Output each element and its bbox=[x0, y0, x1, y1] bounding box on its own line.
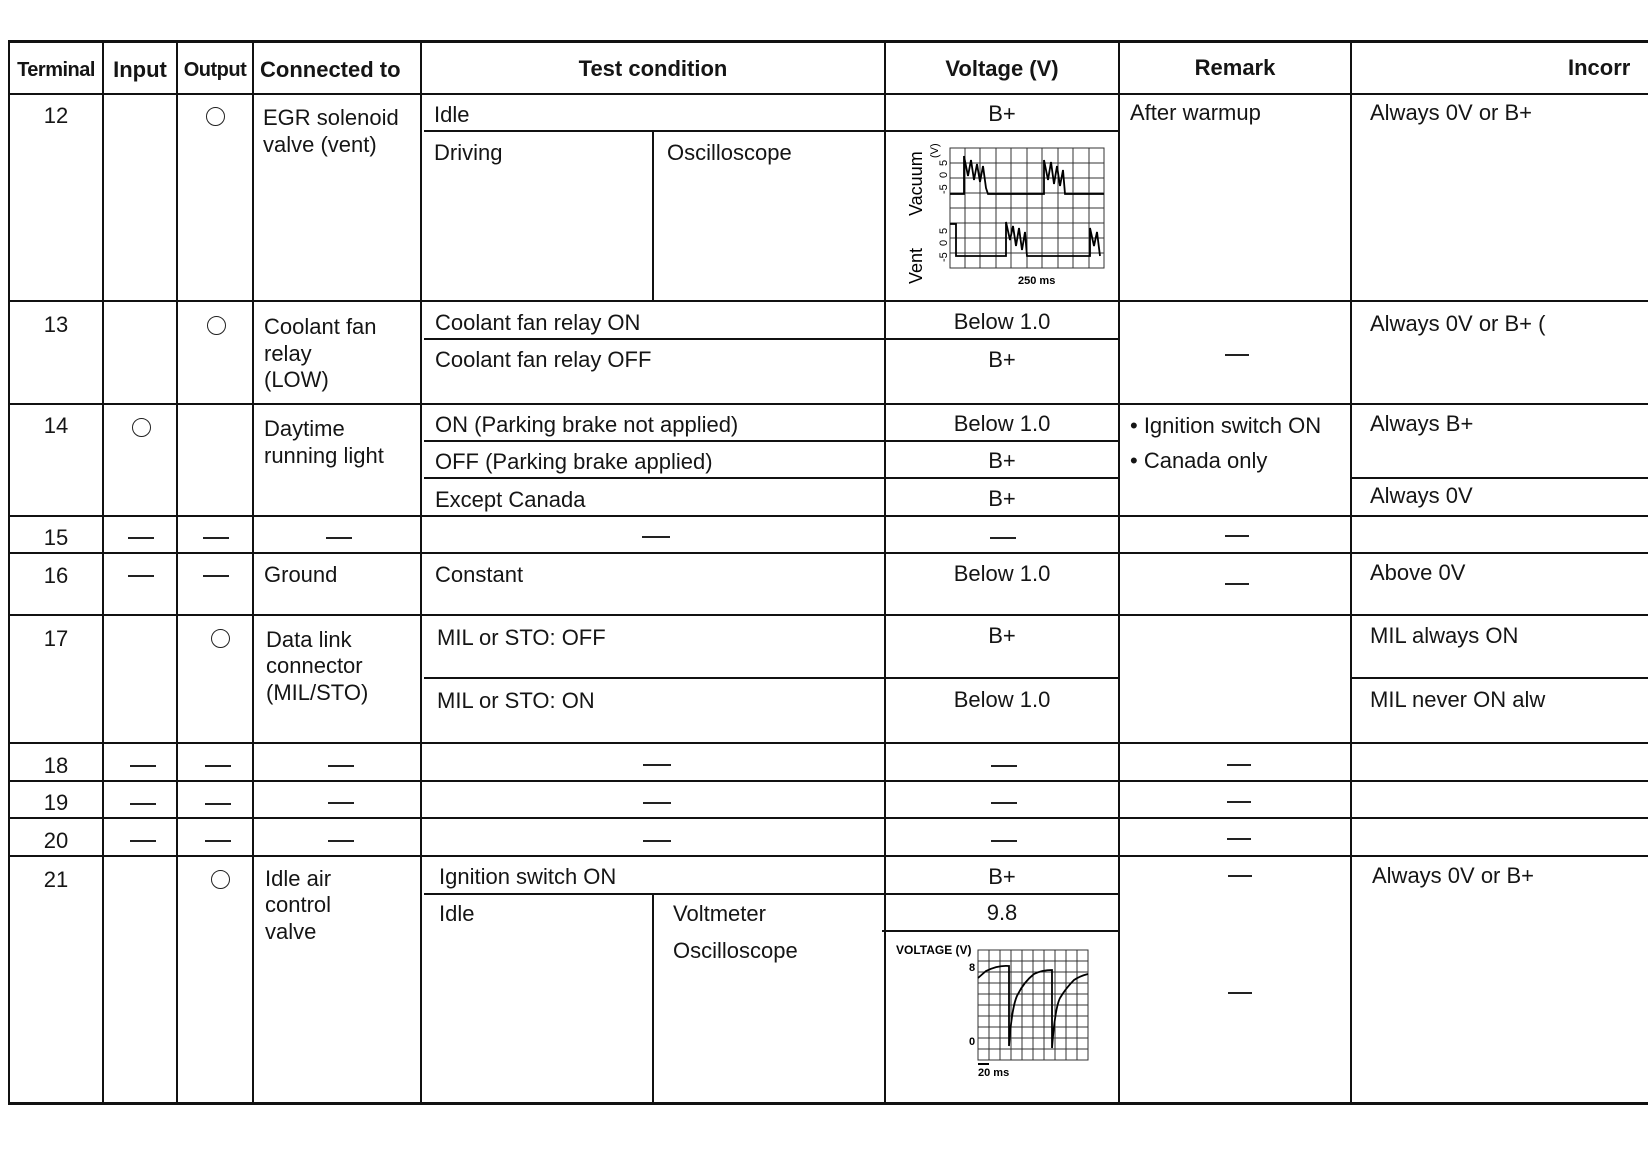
column-divider bbox=[652, 893, 654, 1105]
empty-dash bbox=[1225, 354, 1249, 356]
terminal-number: 20 bbox=[43, 828, 69, 853]
header-test-condition: Test condition bbox=[578, 56, 728, 81]
header-incorrect: Incorr bbox=[1568, 55, 1631, 80]
connected-to: Data link bbox=[266, 627, 352, 652]
empty-dash bbox=[1227, 838, 1251, 840]
output-marker bbox=[206, 107, 225, 126]
voltage-value: B+ bbox=[988, 448, 1016, 473]
row-divider bbox=[10, 614, 1648, 616]
incorrect-symptom: Always 0V or B+ bbox=[1370, 100, 1533, 125]
empty-dash bbox=[205, 765, 231, 767]
voltage-value: B+ bbox=[988, 101, 1016, 126]
incorrect-symptom: MIL never ON alw bbox=[1370, 687, 1546, 712]
row-divider bbox=[10, 515, 1648, 517]
scope-tick: 0 bbox=[969, 1036, 976, 1048]
connected-to: valve (vent) bbox=[263, 132, 377, 157]
test-condition: Constant bbox=[435, 562, 524, 587]
empty-dash bbox=[205, 803, 231, 805]
column-divider bbox=[252, 40, 254, 1105]
output-marker bbox=[211, 629, 230, 648]
terminal-number: 13 bbox=[43, 312, 69, 337]
empty-dash bbox=[1225, 535, 1249, 537]
row-divider bbox=[424, 130, 1118, 132]
test-condition: Coolant fan relay OFF bbox=[435, 347, 652, 372]
empty-dash bbox=[991, 765, 1017, 767]
row-divider bbox=[10, 403, 1648, 405]
column-divider bbox=[102, 40, 104, 1105]
empty-dash bbox=[130, 840, 156, 842]
scope-lower-label: Vent bbox=[906, 247, 926, 284]
test-condition: Ignition switch ON bbox=[439, 864, 617, 889]
header-remark: Remark bbox=[1194, 55, 1276, 80]
row-divider bbox=[1352, 477, 1648, 479]
empty-dash bbox=[328, 802, 354, 804]
empty-dash bbox=[1228, 992, 1252, 994]
test-condition: Coolant fan relay ON bbox=[435, 310, 641, 335]
row-divider bbox=[10, 780, 1648, 782]
scope-unit: (V) bbox=[929, 143, 941, 158]
test-condition: MIL or STO: ON bbox=[437, 688, 595, 713]
test-condition: Except Canada bbox=[435, 487, 586, 512]
header-connected-to: Connected to bbox=[260, 57, 401, 82]
empty-dash bbox=[991, 840, 1017, 842]
voltage-value: B+ bbox=[988, 864, 1016, 889]
incorrect-symptom: Always B+ bbox=[1370, 411, 1474, 436]
voltage-value: B+ bbox=[988, 347, 1016, 372]
connected-to: control bbox=[265, 892, 332, 917]
empty-dash bbox=[991, 802, 1017, 804]
test-condition: Oscilloscope bbox=[667, 140, 792, 165]
input-marker bbox=[132, 418, 151, 437]
scope-timebase: 20 ms bbox=[978, 1067, 1010, 1079]
test-condition: ON (Parking brake not applied) bbox=[435, 412, 739, 437]
terminal-number: 21 bbox=[43, 867, 69, 892]
empty-dash bbox=[328, 840, 354, 842]
scope-tick: -5 bbox=[938, 184, 950, 194]
incorrect-symptom: Always 0V bbox=[1370, 483, 1473, 508]
connected-to: connector bbox=[266, 653, 363, 678]
scope-upper-label: Vacuum bbox=[906, 151, 926, 216]
voltage-value: B+ bbox=[988, 486, 1016, 511]
empty-dash bbox=[326, 537, 352, 539]
column-divider bbox=[176, 40, 178, 1105]
empty-dash bbox=[128, 575, 154, 577]
connected-to: valve bbox=[265, 919, 317, 944]
connected-to: Ground bbox=[264, 562, 338, 587]
connected-to: Daytime bbox=[264, 416, 345, 441]
incorrect-symptom: MIL always ON bbox=[1370, 623, 1519, 648]
scope-grid bbox=[978, 950, 1088, 1060]
header-output: Output bbox=[183, 59, 247, 81]
row-divider bbox=[424, 677, 1118, 679]
remark: • Canada only bbox=[1130, 448, 1268, 473]
empty-dash bbox=[643, 764, 671, 766]
terminal-number: 14 bbox=[43, 413, 69, 438]
row-divider bbox=[10, 855, 1648, 857]
row-divider bbox=[10, 817, 1648, 819]
row-divider bbox=[10, 300, 1648, 302]
row-divider bbox=[10, 742, 1648, 744]
terminal-number: 16 bbox=[43, 563, 69, 588]
table-border bbox=[10, 1102, 1648, 1105]
header-terminal: Terminal bbox=[17, 59, 95, 81]
test-condition: OFF (Parking brake applied) bbox=[435, 449, 713, 474]
connected-to: relay bbox=[264, 341, 312, 366]
scope-tick: 0 bbox=[938, 239, 950, 246]
table-border bbox=[8, 40, 1648, 43]
voltage-value: B+ bbox=[988, 623, 1016, 648]
egr-oscilloscope-waveform bbox=[894, 136, 1114, 294]
connected-to: Coolant fan bbox=[264, 314, 377, 339]
voltage-value: Below 1.0 bbox=[953, 687, 1051, 712]
header-input: Input bbox=[113, 57, 167, 82]
empty-dash bbox=[643, 840, 671, 842]
connected-to: (LOW) bbox=[264, 367, 329, 392]
empty-dash bbox=[203, 575, 229, 577]
scope-tick: 0 bbox=[938, 171, 950, 178]
row-divider bbox=[1352, 677, 1648, 679]
remark: After warmup bbox=[1130, 100, 1261, 125]
empty-dash bbox=[1228, 875, 1252, 877]
test-condition: Driving bbox=[434, 140, 503, 165]
terminal-number: 15 bbox=[43, 525, 69, 550]
row-divider bbox=[10, 552, 1648, 554]
voltage-value: Below 1.0 bbox=[953, 411, 1051, 436]
scope-title: VOLTAGE (V) bbox=[896, 943, 972, 957]
voltage-value: Below 1.0 bbox=[953, 309, 1051, 334]
test-condition: Idle bbox=[439, 901, 475, 926]
empty-dash bbox=[643, 802, 671, 804]
terminal-number: 18 bbox=[43, 753, 69, 778]
scope-tick: -5 bbox=[938, 252, 950, 262]
connected-to: running light bbox=[264, 443, 384, 468]
iac-oscilloscope-waveform bbox=[894, 938, 1114, 1088]
voltage-value: 9.8 bbox=[986, 900, 1018, 925]
empty-dash bbox=[130, 765, 156, 767]
scope-timebase: 250 ms bbox=[1018, 275, 1056, 287]
row-divider bbox=[424, 893, 1118, 895]
empty-dash bbox=[203, 537, 229, 539]
empty-dash bbox=[328, 765, 354, 767]
test-condition: Voltmeter bbox=[673, 901, 766, 926]
column-divider bbox=[1350, 40, 1352, 1105]
terminal-number: 17 bbox=[43, 626, 69, 651]
row-divider bbox=[10, 93, 1648, 95]
output-marker bbox=[207, 316, 226, 335]
header-voltage: Voltage (V) bbox=[945, 56, 1059, 81]
terminal-number: 19 bbox=[43, 790, 69, 815]
empty-dash bbox=[1227, 764, 1251, 766]
column-divider bbox=[652, 130, 654, 300]
empty-dash bbox=[1225, 583, 1249, 585]
remark: • Ignition switch ON bbox=[1130, 413, 1322, 438]
scope-tick: 8 bbox=[969, 962, 976, 974]
connected-to: EGR solenoid bbox=[263, 105, 399, 130]
incorrect-symptom: Always 0V or B+ ( bbox=[1370, 311, 1546, 336]
incorrect-symptom: Above 0V bbox=[1370, 560, 1466, 585]
connected-to: (MIL/STO) bbox=[266, 680, 369, 705]
empty-dash bbox=[128, 537, 154, 539]
output-marker bbox=[211, 870, 230, 889]
empty-dash bbox=[642, 536, 670, 538]
connected-to: Idle air bbox=[265, 866, 332, 891]
test-condition: Oscilloscope bbox=[673, 938, 798, 963]
test-condition: MIL or STO: OFF bbox=[437, 625, 606, 650]
empty-dash bbox=[205, 840, 231, 842]
voltage-value: Below 1.0 bbox=[953, 561, 1051, 586]
column-divider bbox=[420, 40, 422, 1105]
empty-dash bbox=[1227, 801, 1251, 803]
scope-tick: 5 bbox=[938, 227, 950, 234]
row-divider bbox=[882, 930, 1118, 932]
empty-dash bbox=[990, 537, 1016, 539]
empty-dash bbox=[130, 803, 156, 805]
test-condition: Idle bbox=[434, 102, 470, 127]
row-divider bbox=[424, 338, 1118, 340]
incorrect-symptom: Always 0V or B+ bbox=[1372, 863, 1535, 888]
row-divider bbox=[424, 440, 1118, 442]
column-divider bbox=[1118, 40, 1120, 1105]
scope-tick: 5 bbox=[938, 159, 950, 166]
row-divider bbox=[424, 477, 1118, 479]
terminal-number: 12 bbox=[43, 103, 69, 128]
